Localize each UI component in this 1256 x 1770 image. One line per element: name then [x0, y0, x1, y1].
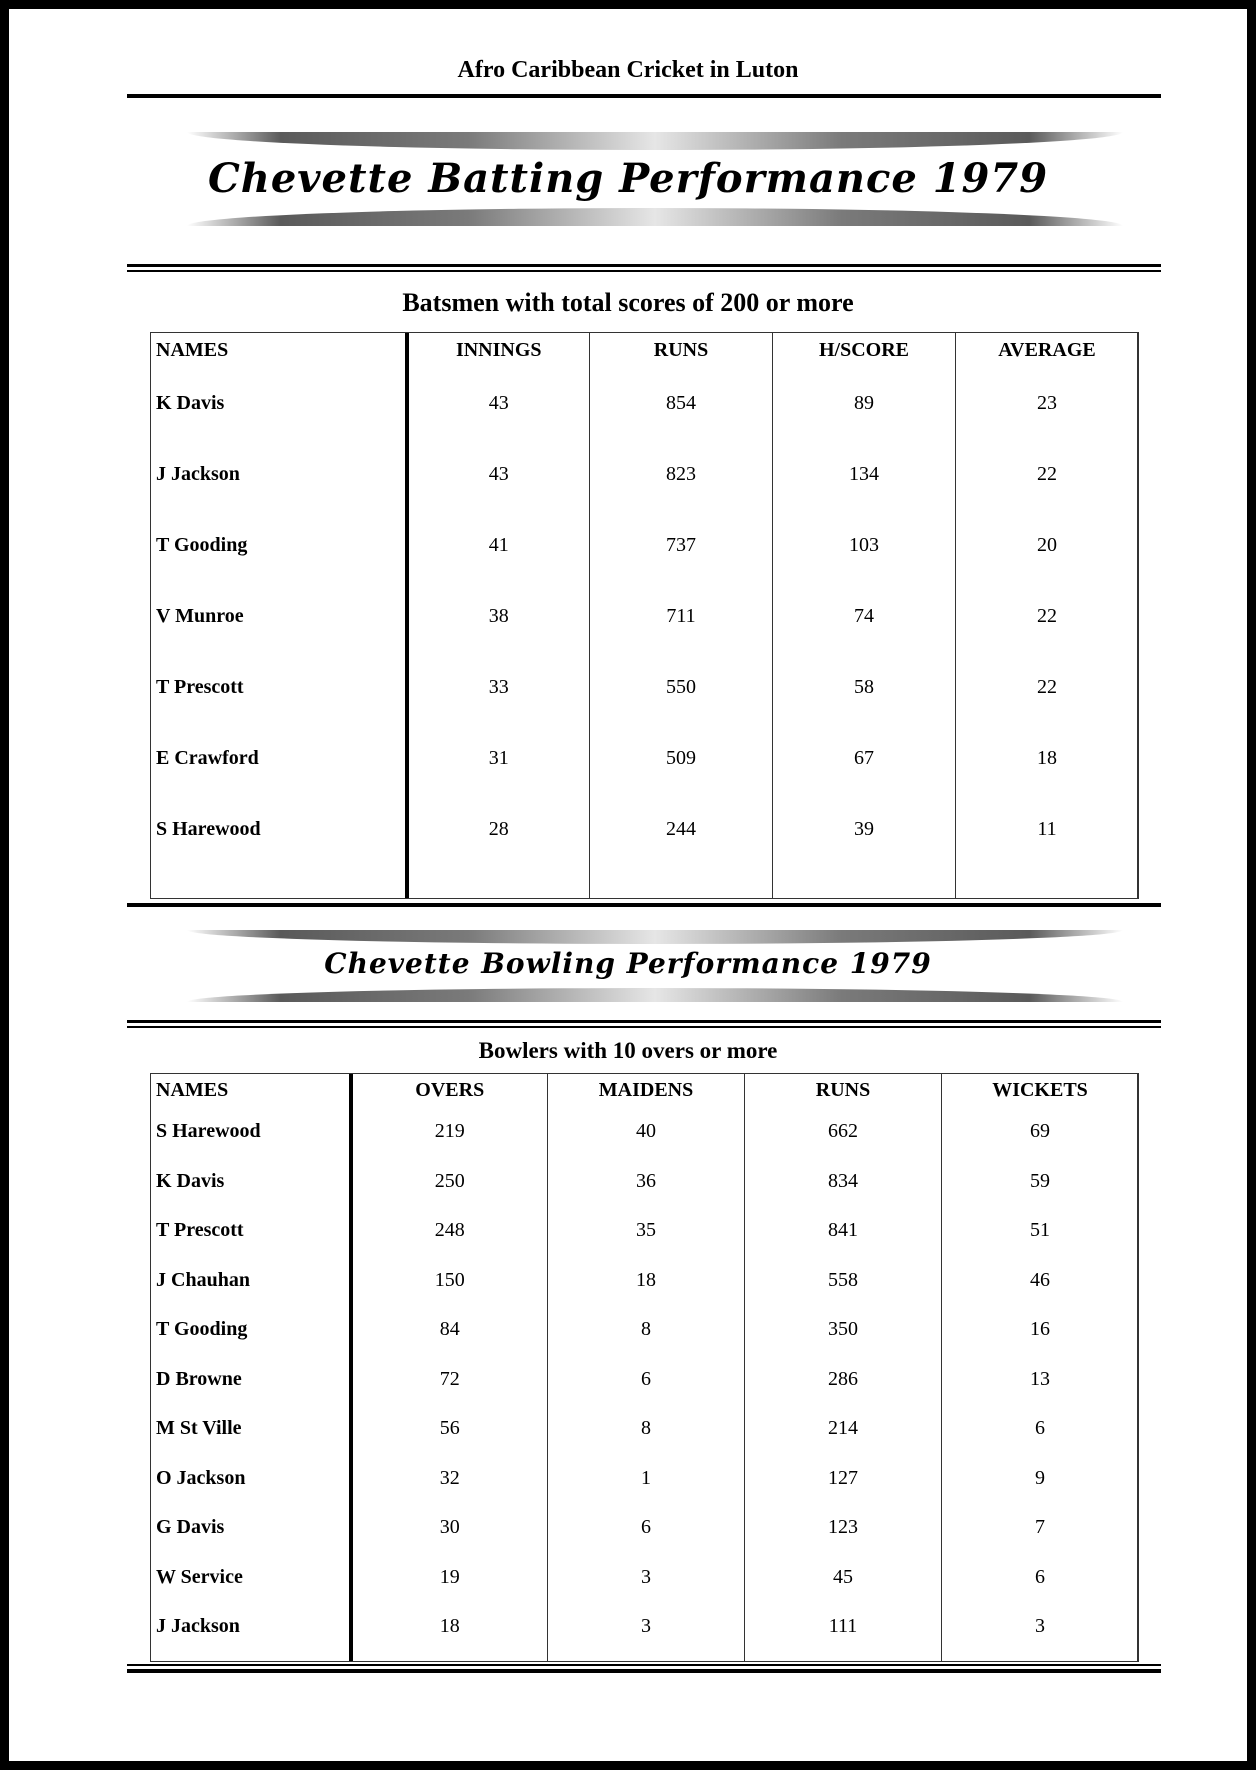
stat-cell: 286: [745, 1355, 942, 1405]
stat-cell: 103: [773, 510, 956, 581]
stat-cell: 350: [745, 1305, 942, 1355]
empty-cell: [942, 1652, 1139, 1662]
table-row: [151, 1454, 1139, 1504]
stat-cell: 84: [351, 1305, 548, 1355]
stat-cell: 9: [942, 1454, 1139, 1504]
stat-cell: 30: [351, 1503, 548, 1553]
player-name-cell: M St Ville: [151, 1404, 351, 1454]
empty-cell: [548, 1652, 745, 1662]
column-header: INNINGS: [407, 332, 590, 368]
player-name-cell: S Harewood: [151, 1107, 351, 1157]
stat-cell: 214: [745, 1404, 942, 1454]
player-name-cell: W Service: [151, 1553, 351, 1603]
table-padding-row: [151, 1652, 1139, 1662]
bowling-banner-bar-top: [187, 930, 1123, 944]
stat-cell: 8: [548, 1404, 745, 1454]
stat-cell: 89: [773, 368, 956, 439]
column-header: MAIDENS: [548, 1073, 745, 1107]
stat-cell: 823: [590, 439, 773, 510]
stat-cell: 46: [942, 1256, 1139, 1306]
stat-cell: 3: [548, 1602, 745, 1652]
column-header: RUNS: [590, 332, 773, 368]
empty-cell: [351, 1652, 548, 1662]
table-row: [151, 581, 1139, 652]
batting-banner-title: Chevette Batting Performance 1979: [207, 155, 1049, 202]
stat-cell: 45: [745, 1553, 942, 1603]
empty-cell: [956, 865, 1139, 899]
table-padding-row: [151, 865, 1139, 899]
stat-cell: 35: [548, 1206, 745, 1256]
batting-table: [150, 332, 1139, 899]
stat-cell: 127: [745, 1454, 942, 1504]
stat-cell: 558: [745, 1256, 942, 1306]
stat-cell: 509: [590, 723, 773, 794]
stat-cell: 72: [351, 1355, 548, 1405]
player-name-cell: T Gooding: [151, 1305, 351, 1355]
stat-cell: 550: [590, 652, 773, 723]
bowling-section-rule: [127, 1020, 1161, 1028]
player-name-cell: J Jackson: [151, 1602, 351, 1652]
player-name-cell: T Prescott: [151, 652, 407, 723]
header-rule: [127, 94, 1161, 98]
stat-cell: 711: [590, 581, 773, 652]
bowling-banner-title: Chevette Bowling Performance 1979: [324, 947, 932, 980]
stat-cell: 841: [745, 1206, 942, 1256]
column-header: RUNS: [745, 1073, 942, 1107]
table-row: [151, 1355, 1139, 1405]
bowling-subtitle: Bowlers with 10 overs or more: [478, 1038, 778, 1063]
player-name-cell: G Davis: [151, 1503, 351, 1553]
stat-cell: 43: [407, 439, 590, 510]
stat-cell: 69: [942, 1107, 1139, 1157]
stat-cell: 3: [548, 1553, 745, 1603]
player-name-cell: J Jackson: [151, 439, 407, 510]
table-row: [151, 1553, 1139, 1603]
stat-cell: 59: [942, 1157, 1139, 1207]
table-row: [151, 510, 1139, 581]
stat-cell: 834: [745, 1157, 942, 1207]
stat-cell: 11: [956, 794, 1139, 865]
stat-cell: 134: [773, 439, 956, 510]
stat-cell: 20: [956, 510, 1139, 581]
column-header: NAMES: [151, 1073, 351, 1107]
stat-cell: 18: [548, 1256, 745, 1306]
column-header: NAMES: [151, 332, 407, 368]
stat-cell: 662: [745, 1107, 942, 1157]
stat-cell: 111: [745, 1602, 942, 1652]
batting-end-rule: [127, 903, 1161, 907]
stat-cell: 6: [548, 1355, 745, 1405]
player-name-cell: K Davis: [151, 1157, 351, 1207]
table-row: [151, 1157, 1139, 1207]
table-row: [151, 1503, 1139, 1553]
player-name-cell: V Munroe: [151, 581, 407, 652]
empty-cell: [773, 865, 956, 899]
stat-cell: 41: [407, 510, 590, 581]
stat-cell: 22: [956, 439, 1139, 510]
stat-cell: 737: [590, 510, 773, 581]
player-name-cell: D Browne: [151, 1355, 351, 1405]
stat-cell: 56: [351, 1404, 548, 1454]
stat-cell: 3: [942, 1602, 1139, 1652]
stat-cell: 1: [548, 1454, 745, 1504]
stat-cell: 19: [351, 1553, 548, 1603]
batting-subtitle: Batsmen with total scores of 200 or more: [402, 288, 854, 317]
stat-cell: 16: [942, 1305, 1139, 1355]
batting-banner-bar-top: [187, 132, 1123, 150]
stat-cell: 6: [942, 1404, 1139, 1454]
stat-cell: 248: [351, 1206, 548, 1256]
stat-cell: 31: [407, 723, 590, 794]
player-name-cell: S Harewood: [151, 794, 407, 865]
bowling-table: [150, 1073, 1139, 1662]
table-row: [151, 1305, 1139, 1355]
player-name-cell: J Chauhan: [151, 1256, 351, 1306]
stat-cell: 6: [548, 1503, 745, 1553]
stat-cell: 219: [351, 1107, 548, 1157]
table-row: [151, 1602, 1139, 1652]
table-row: [151, 368, 1139, 439]
batting-section-rule: [127, 264, 1161, 272]
table-row: [151, 1107, 1139, 1157]
stat-cell: 39: [773, 794, 956, 865]
empty-cell: [151, 1652, 351, 1662]
stat-cell: 51: [942, 1206, 1139, 1256]
stat-cell: 250: [351, 1157, 548, 1207]
stat-cell: 123: [745, 1503, 942, 1553]
empty-cell: [745, 1652, 942, 1662]
stat-cell: 18: [956, 723, 1139, 794]
stat-cell: 13: [942, 1355, 1139, 1405]
column-header: H/SCORE: [773, 332, 956, 368]
stat-cell: 33: [407, 652, 590, 723]
bowling-end-rule: [127, 1664, 1161, 1673]
column-header: AVERAGE: [956, 332, 1139, 368]
stat-cell: 43: [407, 368, 590, 439]
empty-cell: [407, 865, 590, 899]
table-row: [151, 794, 1139, 865]
stat-cell: 6: [942, 1553, 1139, 1603]
empty-cell: [590, 865, 773, 899]
stat-cell: 32: [351, 1454, 548, 1504]
stat-cell: 74: [773, 581, 956, 652]
column-header: WICKETS: [942, 1073, 1139, 1107]
player-name-cell: O Jackson: [151, 1454, 351, 1504]
player-name-cell: E Crawford: [151, 723, 407, 794]
stat-cell: 244: [590, 794, 773, 865]
stat-cell: 18: [351, 1602, 548, 1652]
table-row: [151, 1404, 1139, 1454]
page-header-title: Afro Caribbean Cricket in Luton: [457, 57, 799, 83]
table-row: [151, 652, 1139, 723]
stat-cell: 40: [548, 1107, 745, 1157]
stat-cell: 67: [773, 723, 956, 794]
stat-cell: 22: [956, 652, 1139, 723]
column-header: OVERS: [351, 1073, 548, 1107]
player-name-cell: T Gooding: [151, 510, 407, 581]
player-name-cell: K Davis: [151, 368, 407, 439]
stat-cell: 38: [407, 581, 590, 652]
stat-cell: 58: [773, 652, 956, 723]
table-row: [151, 439, 1139, 510]
stat-cell: 28: [407, 794, 590, 865]
table-row: [151, 1206, 1139, 1256]
stat-cell: 23: [956, 368, 1139, 439]
stat-cell: 8: [548, 1305, 745, 1355]
player-name-cell: T Prescott: [151, 1206, 351, 1256]
stat-cell: 150: [351, 1256, 548, 1306]
bowling-banner-bar-bottom: [187, 988, 1123, 1002]
document-page: [9, 9, 1247, 1761]
stat-cell: 7: [942, 1503, 1139, 1553]
table-row: [151, 723, 1139, 794]
empty-cell: [151, 865, 407, 899]
stat-cell: 36: [548, 1157, 745, 1207]
table-row: [151, 1256, 1139, 1306]
batting-banner-bar-bottom: [187, 208, 1123, 226]
stat-cell: 854: [590, 368, 773, 439]
stat-cell: 22: [956, 581, 1139, 652]
